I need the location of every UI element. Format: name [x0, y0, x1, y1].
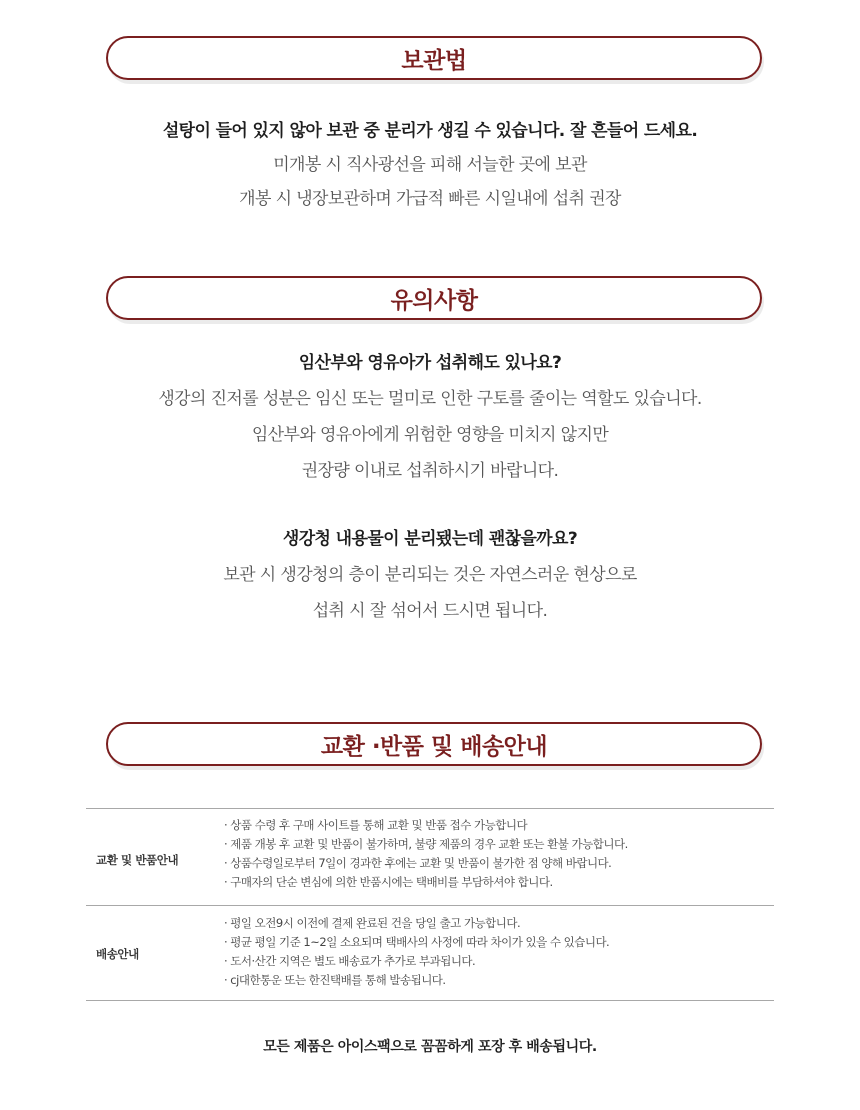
cautions-section-header [106, 276, 762, 320]
faq-answer-1-line-2: 임산부와 영유아에게 위험한 영향을 미치지 않지만 [251, 425, 609, 445]
shipping-row-label: 배송안내 [96, 947, 139, 961]
list-item: · 평균 평일 기준 1~2일 소요되며 택배사의 사정에 따라 차이가 있을 수 있습니다. [224, 935, 610, 949]
faq-answer-2-line-2: 섭취 시 잘 섞어서 드시면 됩니다. [312, 601, 548, 621]
cautions-title: 유의사항 [390, 287, 478, 314]
list-item: · 제품 개봉 후 교환 및 반품이 불가하며, 불량 제품의 경우 교환 또는 환불 가능합니다. [224, 837, 628, 851]
table-middle-rule [86, 905, 774, 906]
table-bottom-rule [86, 1000, 774, 1001]
list-item: · 평일 오전9시 이전에 결제 완료된 건을 당일 출고 가능합니다. [224, 916, 521, 930]
exchange-title: 교환 ·반품 및 배송안내 [320, 733, 548, 760]
exchange-row-label: 교환 및 반품안내 [96, 853, 179, 867]
faq-question-2: 생강청 내용물이 분리됐는데 괜찮을까요? [282, 529, 578, 549]
packaging-notice: 모든 제품은 아이스팩으로 꼼꼼하게 포장 후 배송됩니다. [263, 1039, 597, 1055]
exchange-section-header [106, 722, 762, 766]
storage-line-1: 설탕이 들어 있지 않아 보관 중 분리가 생길 수 있습니다. 잘 흔들어 드세요. [162, 121, 698, 141]
storage-line-3: 개봉 시 냉장보관하며 가급적 빠른 시일내에 섭취 권장 [239, 189, 621, 209]
shipping-row-items [224, 914, 609, 990]
exchange-row-items [224, 816, 628, 892]
faq-answer-1-line-1: 생강의 진저롤 성분은 임신 또는 멀미로 인한 구토를 줄이는 역할도 있습니다. [158, 389, 702, 409]
list-item: · 도서·산간 지역은 별도 배송료가 추가로 부과됩니다. [224, 954, 476, 968]
list-item: · cj대한통운 또는 한진택배를 통해 발송됩니다. [224, 973, 446, 987]
faq-answer-2-line-1: 보관 시 생강청의 층이 분리되는 것은 자연스러운 현상으로 [223, 565, 637, 585]
list-item: · 상품수령일로부터 7일이 경과한 후에는 교환 및 반품이 불가한 점 양해 바랍니다. [224, 856, 612, 870]
list-item: · 구매자의 단순 변심에 의한 반품시에는 택배비를 부담하셔야 합니다. [224, 875, 553, 889]
list-item: · 상품 수령 후 구매 사이트를 통해 교환 및 반품 접수 가능합니다 [224, 818, 528, 832]
storage-line-2: 미개봉 시 직사광선을 피해 서늘한 곳에 보관 [273, 155, 587, 175]
storage-title: 보관법 [401, 47, 467, 74]
storage-section-header [106, 36, 762, 80]
table-top-rule [86, 808, 774, 809]
faq-answer-1-line-3: 권장량 이내로 섭취하시기 바랍니다. [301, 461, 559, 481]
faq-question-1: 임산부와 영유아가 섭취해도 있나요? [298, 353, 562, 373]
